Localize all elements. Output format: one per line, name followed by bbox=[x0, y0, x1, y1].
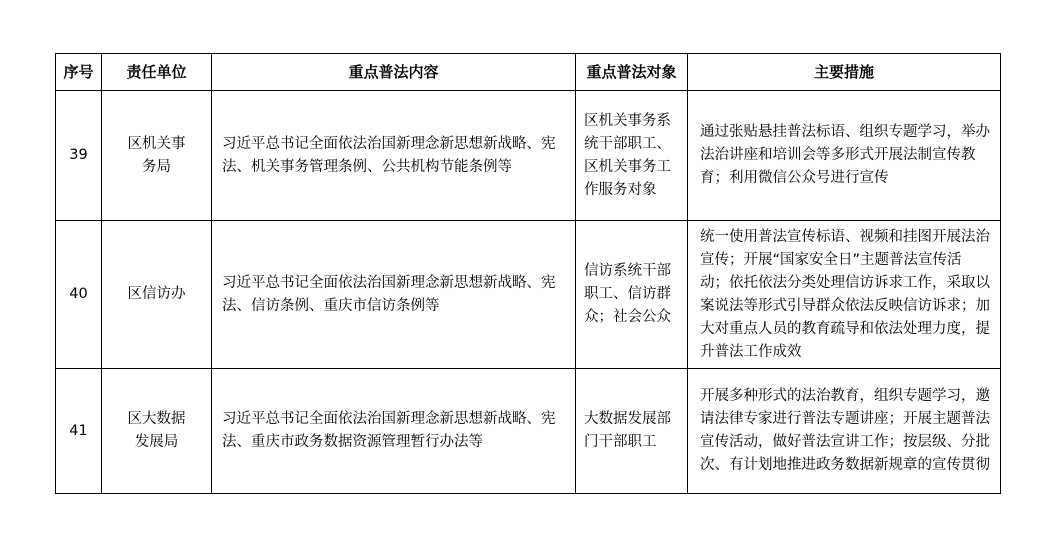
row-number: 40 bbox=[56, 221, 102, 369]
row-number: 39 bbox=[56, 91, 102, 221]
key-content: 习近平总书记全面依法治国新理念新思想新战略、宪法、信访条例、重庆市信访条例等 bbox=[212, 221, 576, 369]
row-number: 41 bbox=[56, 369, 102, 494]
header-unit: 责任单位 bbox=[102, 54, 212, 91]
header-target: 重点普法对象 bbox=[576, 54, 688, 91]
key-target: 区机关事务系统干部职工、区机关事务工作服务对象 bbox=[576, 91, 688, 221]
main-measures: 通过张贴悬挂普法标语、组织专题学习，举办法治讲座和培训会等多形式开展法制宣传教育；利用微信公众号进行宣传 bbox=[688, 91, 1001, 221]
key-content: 习近平总书记全面依法治国新理念新思想新战略、宪法、重庆市政务数据资源管理暂行办法等 bbox=[212, 369, 576, 494]
responsible-unit: 区大数据发展局 bbox=[102, 369, 212, 494]
main-measures: 开展多种形式的法治教育，组织专题学习，邀请法律专家进行普法专题讲座；开展主题普法宣传活动，做好普法宣讲工作；按层级、分批次、有计划地推进政务数据新规章的宣传贯彻 bbox=[688, 369, 1001, 494]
table-row bbox=[56, 369, 1001, 494]
header-measures: 主要措施 bbox=[688, 54, 1001, 91]
header-no: 序号 bbox=[56, 54, 102, 91]
table-row bbox=[56, 221, 1001, 369]
header-row bbox=[56, 54, 1001, 91]
plan-table bbox=[55, 53, 1001, 494]
key-target: 大数据发展部门干部职工 bbox=[576, 369, 688, 494]
main-measures: 统一使用普法宣传标语、视频和挂图开展法治宣传；开展“国家安全日”主题普法宣传活动；依托依法分类处理信访诉求工作，采取以案说法等形式引导群众依法反映信访诉求；加大对重点人员的教育疏导和依法处理力度，提升普法工作成效 bbox=[688, 221, 1001, 369]
key-content: 习近平总书记全面依法治国新理念新思想新战略、宪法、机关事务管理条例、公共机构节能条例等 bbox=[212, 91, 576, 221]
header-content: 重点普法内容 bbox=[212, 54, 576, 91]
responsible-unit: 区信访办 bbox=[102, 221, 212, 369]
key-target: 信访系统干部职工、信访群众；社会公众 bbox=[576, 221, 688, 369]
responsible-unit: 区机关事务局 bbox=[102, 91, 212, 221]
table-row bbox=[56, 91, 1001, 221]
